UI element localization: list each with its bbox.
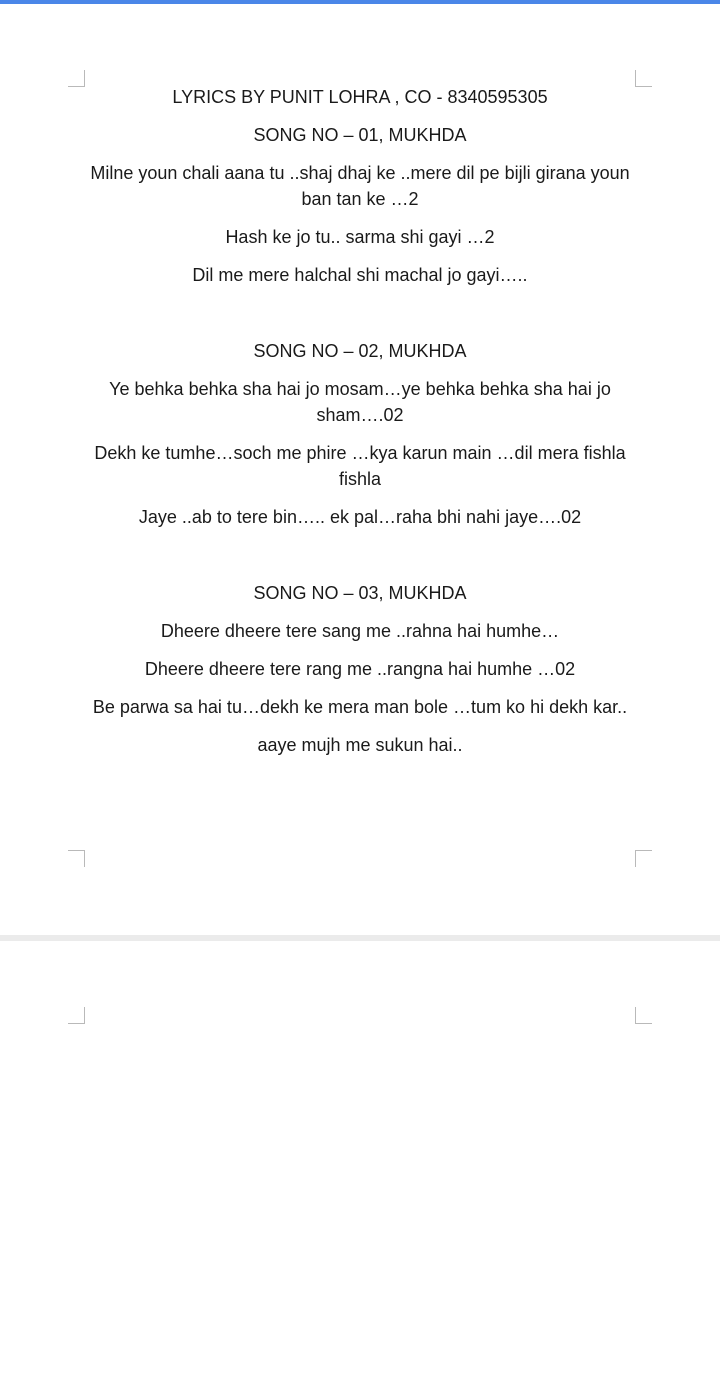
song-heading: SONG NO – 01, MUKHDA	[253, 125, 467, 145]
song-heading: SONG NO – 03, MUKHDA	[253, 583, 467, 603]
lyric-paragraph: Dheere dheere tere rang me ..rangna hai humhe …02	[144, 659, 576, 679]
lyric-paragraph: Dheere dheere tere sang me ..rahna hai humhe…	[160, 621, 560, 641]
empty-paragraph	[86, 542, 634, 568]
lyric-paragraph: Hash ke jo tu.. sarma shi gayi …2	[225, 227, 495, 247]
lyric-paragraph: aaye mujh me sukun hai..	[257, 735, 463, 755]
lyric-paragraph: Jaye ..ab to tere bin….. ek pal…raha bhi nahi jaye….02	[138, 507, 582, 527]
document-body[interactable]	[86, 84, 634, 770]
header-line: LYRICS BY PUNIT LOHRA , CO - 8340595305	[172, 87, 548, 107]
margin-corner-top-right	[635, 1007, 652, 1024]
lyric-paragraph: Milne youn chali aana tu ..shaj dhaj ke ..mere dil pe bijli girana youn ban tan ke …2	[90, 163, 630, 209]
lyric-paragraph: Be parwa sa hai tu…dekh ke mera man bole …tum ko hi dekh kar..	[92, 697, 628, 717]
margin-corner-top-right	[635, 70, 652, 87]
empty-paragraph	[86, 300, 634, 326]
document-page-1[interactable]	[0, 4, 720, 935]
lyric-paragraph: Ye behka behka sha hai jo mosam…ye behka behka sha hai jo sham….02	[109, 379, 611, 425]
lyric-paragraph: Dil me mere halchal shi machal jo gayi…..	[192, 265, 528, 285]
margin-corner-top-left	[68, 1007, 85, 1024]
margin-corner-bottom-right	[635, 850, 652, 867]
document-page-2[interactable]	[0, 941, 720, 1400]
song-heading: SONG NO – 02, MUKHDA	[253, 341, 467, 361]
lyric-paragraph: Dekh ke tumhe…soch me phire …kya karun main …dil mera fishla fishla	[94, 443, 626, 489]
margin-corner-bottom-left	[68, 850, 85, 867]
margin-corner-top-left	[68, 70, 85, 87]
